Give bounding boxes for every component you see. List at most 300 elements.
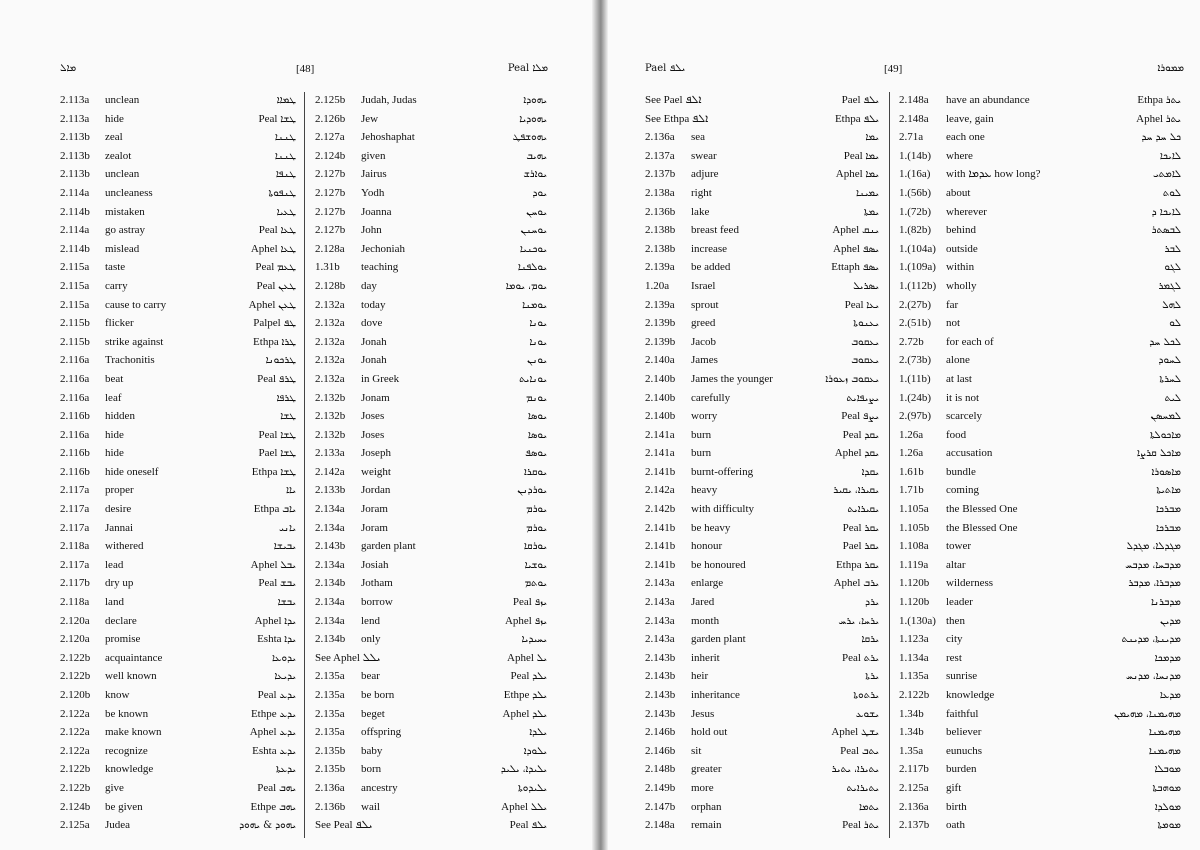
entry-headword xyxy=(841,407,879,427)
entry-reference: 2.128b xyxy=(315,279,346,292)
entry-headword xyxy=(832,221,879,241)
entry-headword xyxy=(1151,463,1181,483)
entry-syriac: ܝܪܒ xyxy=(863,578,879,590)
entry-row xyxy=(645,314,879,333)
entry-reference: 2.143a xyxy=(645,577,675,590)
entry-stem: Ethpe xyxy=(250,800,277,813)
entry-reference: 2.143b xyxy=(645,670,676,683)
entry-gloss: city xyxy=(946,633,963,646)
entry-reference: 2.136a xyxy=(645,131,675,144)
entry-gloss: cause to carry xyxy=(105,298,167,311)
entry-gloss: John xyxy=(361,224,382,237)
entry-headword xyxy=(833,240,879,260)
entry-syriac: ܠܚܪܬܐ xyxy=(1159,373,1181,385)
entry-headword xyxy=(833,481,879,501)
entry-reference: 2.135b xyxy=(315,763,346,776)
entry-reference: 2.138a xyxy=(645,186,675,199)
entry-column xyxy=(645,91,879,835)
entry-reference: 2.116a xyxy=(60,354,90,367)
entry-gloss: leave, gain xyxy=(946,112,994,125)
entry-reference: 2.139a xyxy=(645,298,675,311)
entry-reference: 1.(14b) xyxy=(899,149,932,162)
entry-syriac: ܝܪܩܐ xyxy=(861,634,879,646)
entry-gloss: Joram xyxy=(361,503,388,516)
entry-row xyxy=(315,667,547,686)
entry-syriac: ܝܕܐ xyxy=(284,634,296,646)
entry-headword xyxy=(266,351,296,371)
entry-gloss: sprout xyxy=(691,298,719,311)
entry-headword xyxy=(1164,258,1181,278)
entry-row xyxy=(315,203,547,222)
entry-headword xyxy=(865,593,879,613)
entry-row xyxy=(645,444,879,463)
entry-row xyxy=(645,370,879,389)
entry-row xyxy=(315,314,547,333)
entry-row xyxy=(315,742,547,761)
entry-gloss: Trachonitis xyxy=(105,354,155,367)
entry-reference: 2.134a xyxy=(315,614,345,627)
entry-headword xyxy=(274,667,296,687)
entry-syriac: ܝܕܘܥܐ xyxy=(271,652,296,664)
entry-gloss: James xyxy=(691,354,718,367)
entry-syriac: ܝܘܡ، ܝܘܡܐ xyxy=(505,280,547,292)
entry-headword xyxy=(518,779,547,799)
entry-gloss: Joses xyxy=(361,428,385,441)
entry-reference: 2.134a xyxy=(315,596,345,609)
entry-headword xyxy=(269,184,296,204)
entry-gloss: acquaintance xyxy=(105,651,163,664)
entry-stem: Aphel xyxy=(501,800,529,813)
entry-row xyxy=(645,296,879,315)
entry-headword xyxy=(510,667,547,687)
entry-syriac: ܛܫܐ xyxy=(280,113,296,125)
entry-syriac: ܛܢܦܐ xyxy=(275,169,296,181)
entry-syriac: ܛܪܦܐ xyxy=(276,392,296,404)
entry-reference: 2.120b xyxy=(60,689,91,701)
entry-reference: 2.148a xyxy=(645,819,675,832)
entry-headword xyxy=(251,798,296,818)
entry-gloss: lead xyxy=(105,558,124,571)
entry-gloss: the Blessed One xyxy=(946,503,1018,516)
entry-reference: 1.(72b) xyxy=(899,205,932,218)
entry-gloss: rest xyxy=(946,651,962,664)
entry-gloss: only xyxy=(361,633,381,646)
entry-row xyxy=(60,649,296,668)
entry-reference: 2.(73b) xyxy=(899,354,932,367)
entry-gloss: make known xyxy=(105,726,162,739)
entry-reference: 2.147b xyxy=(645,800,676,813)
entry-headword xyxy=(832,760,879,780)
entry-syriac: ܝܩܪ xyxy=(864,522,879,534)
entry-gloss: believer xyxy=(946,726,982,739)
entry-gloss: Jared xyxy=(691,596,715,609)
entry-row xyxy=(60,686,296,705)
entry-syriac: ܝܩܪ xyxy=(864,541,879,553)
entry-syriac: ܝܨܝܦܐܝܬ xyxy=(846,392,879,404)
entry-syriac: ܝܪܬܘܬܐ xyxy=(853,690,879,701)
entry-syriac: ܛܢܢܐ xyxy=(274,150,296,162)
entry-headword xyxy=(275,128,296,148)
entry-gloss: borrow xyxy=(361,596,393,609)
entry-reference: 2.137b xyxy=(899,819,930,832)
entry-headword xyxy=(1122,630,1181,650)
left-page xyxy=(0,0,598,850)
entry-syriac: ܝܠܕܐ xyxy=(529,727,547,739)
entry-row xyxy=(315,333,547,352)
entry-row xyxy=(315,686,547,705)
entry-headword xyxy=(843,426,879,446)
entry-headword xyxy=(253,333,296,353)
entry-gloss: adjure xyxy=(691,168,719,181)
entry-syriac: ܠܘܬ xyxy=(1162,187,1181,199)
entry-syriac: ܝܡܐ xyxy=(865,169,879,181)
entry-syriac: ܝܠܦ xyxy=(531,820,547,832)
entry-headword xyxy=(276,165,296,185)
entry-reference: 2.118a xyxy=(60,540,90,553)
entry-gloss: garden plant xyxy=(361,540,416,553)
entry-reference: See Peal ܝܠܦ xyxy=(315,819,373,832)
entry-row xyxy=(315,760,547,779)
entry-reference: 2.142a xyxy=(645,484,675,497)
entry-gloss: taste xyxy=(105,261,126,274)
entry-syriac: ܝܕܥܬܐ xyxy=(276,764,296,776)
entry-reference: 2.117a xyxy=(60,484,90,497)
entry-gloss: be born xyxy=(361,689,395,701)
entry-row xyxy=(645,798,879,817)
entry-row xyxy=(315,444,547,463)
entry-gloss: birth xyxy=(946,800,967,813)
entry-row xyxy=(315,91,547,110)
entry-syriac: ܝܘܢܐ xyxy=(529,336,547,348)
entry-syriac: ܡܕܒܪܢܐ xyxy=(1151,597,1181,609)
entry-syriac: ܛܥܐ xyxy=(280,225,296,237)
entry-reference: 2.125a xyxy=(60,819,90,832)
entry-reference: 1.120b xyxy=(899,577,930,590)
entry-reference: 2.71a xyxy=(899,131,924,144)
entry-headword xyxy=(257,779,296,799)
entry-stem: Peal xyxy=(257,372,277,385)
entry-syriac: ܝܣܦ xyxy=(862,262,879,274)
entry-reference: 1.61b xyxy=(899,465,924,478)
entry-stem: Eshta xyxy=(257,633,282,646)
entry-syriac: ܝܠܝܕܐ، ܝܠܝܕ xyxy=(500,764,547,776)
entry-headword xyxy=(1157,816,1181,836)
entry-headword xyxy=(1149,723,1181,743)
entry-syriac: ܡܘܒܠܐ xyxy=(1154,764,1181,776)
entry-gloss: at last xyxy=(946,372,972,385)
entry-reference: 2.137b xyxy=(645,168,676,181)
entry-syriac: ܝܥܢܘܬܐ xyxy=(853,318,879,330)
entry-gloss: gift xyxy=(946,781,962,794)
entry-stem: Aphel xyxy=(504,614,532,627)
entry-reference: 2.117a xyxy=(60,521,90,534)
entry-headword xyxy=(838,612,879,632)
entry-row xyxy=(315,407,547,426)
entry-gloss: where xyxy=(946,149,973,162)
entry-gloss: beget xyxy=(361,707,385,720)
entry-reference: 2.149b xyxy=(645,781,676,794)
entry-syriac: ܝܠܕ xyxy=(532,671,547,683)
entry-reference: 1.123a xyxy=(899,633,929,646)
entry-row xyxy=(315,816,547,835)
entry-gloss: food xyxy=(946,428,967,441)
entry-headword xyxy=(519,370,547,390)
entry-syriac: ܠܡܚܣܢ xyxy=(1150,411,1181,423)
entry-row xyxy=(899,258,1181,277)
entry-headword xyxy=(525,444,547,464)
entry-stem: Ethpa xyxy=(834,112,861,125)
entry-headword xyxy=(1114,705,1181,725)
entry-gloss: Josiah xyxy=(361,558,389,571)
entry-row xyxy=(60,667,296,686)
entry-gloss: Jannai xyxy=(105,521,134,534)
entry-reference: 2.136a xyxy=(899,800,929,813)
entry-syriac: ܝܕܥ xyxy=(279,690,296,701)
entry-stem: Peal xyxy=(258,224,278,237)
entry-syriac: ܝܠ xyxy=(536,652,547,664)
entry-row xyxy=(645,630,879,649)
entry-reference: 2.120a xyxy=(60,633,90,646)
entry-gloss: have an abundance xyxy=(946,94,1030,106)
entry-headword xyxy=(835,444,879,464)
entry-reference: 2.141b xyxy=(645,558,676,571)
entry-gloss: burden xyxy=(946,763,977,776)
entry-gloss: Jonam xyxy=(361,391,390,404)
entry-syriac: ܝܐܐ xyxy=(286,485,296,497)
entry-stem: Aphel xyxy=(1136,112,1164,125)
entry-stem: Aphel xyxy=(833,577,861,590)
entry-gloss: be honoured xyxy=(691,558,746,571)
entry-syriac: ܛܪܐ xyxy=(281,336,296,348)
entry-headword xyxy=(506,277,547,297)
entry-headword xyxy=(1158,277,1181,297)
entry-row xyxy=(645,277,879,296)
entry-row xyxy=(60,370,296,389)
entry-row xyxy=(315,519,547,538)
entry-reference: See Aphel ܝܠܠ xyxy=(315,651,381,664)
entry-gloss: Judea xyxy=(105,819,131,832)
entry-row xyxy=(60,240,296,259)
entry-reference: 2.118a xyxy=(60,596,90,609)
entry-syriac: ܝܘܢܡ xyxy=(525,392,547,404)
entry-reference: 2.142a xyxy=(315,465,345,478)
entry-headword xyxy=(526,147,547,167)
entry-reference: 2.143b xyxy=(315,540,346,553)
entry-gloss: orphan xyxy=(691,800,722,813)
entry-row xyxy=(315,779,547,798)
entry-row xyxy=(60,258,296,277)
entry-stem: Aphel xyxy=(834,447,862,460)
entry-reference: 1.(16a) xyxy=(899,168,931,181)
entry-row xyxy=(60,389,296,408)
entry-headword xyxy=(1154,760,1181,780)
entry-headword xyxy=(1126,537,1181,557)
entry-reference: 2.134a xyxy=(315,558,345,571)
entry-reference: 2.132a xyxy=(315,372,345,385)
entry-stem: Peal xyxy=(842,521,862,534)
entry-syriac: ܝܠܕ xyxy=(532,690,547,701)
entry-row xyxy=(315,649,547,668)
entry-gloss: in Greek xyxy=(361,372,400,385)
entry-stem: Aphel xyxy=(250,558,278,571)
entry-row xyxy=(315,798,547,817)
entry-row xyxy=(645,389,879,408)
entry-syriac: ܝܕܥ xyxy=(279,727,296,739)
column-rule xyxy=(889,92,890,838)
entry-syriac: ܝܬܒ xyxy=(861,745,879,757)
entry-reference: 2.116b xyxy=(60,447,90,460)
entry-row xyxy=(60,407,296,426)
entry-row xyxy=(60,537,296,556)
entry-reference: 2.115a xyxy=(60,279,90,292)
entry-gloss: oath xyxy=(946,819,965,832)
entry-gloss: today xyxy=(361,298,386,311)
entry-reference: See Ethpa ܐܠܦ xyxy=(645,112,709,125)
entry-row xyxy=(899,574,1181,593)
entry-reference: 2.115b xyxy=(60,317,90,330)
entry-row xyxy=(645,574,879,593)
entry-gloss: declare xyxy=(105,614,137,627)
entry-syriac: ܝܙܦ xyxy=(534,615,547,627)
entry-reference: 2.116b xyxy=(60,410,90,423)
entry-row xyxy=(315,184,547,203)
entry-row xyxy=(60,314,296,333)
entry-stem: Ethpe xyxy=(503,689,530,701)
entry-syriac: ܝܗܒ xyxy=(278,782,296,794)
entry-gloss: eunuchs xyxy=(946,744,983,757)
entry-reference: 2.113a xyxy=(60,94,90,106)
entry-syriac: ܡܐܬܝܬܐ xyxy=(1156,485,1181,497)
entry-headword xyxy=(528,407,547,427)
entry-gloss: more xyxy=(691,781,714,794)
entry-gloss: be added xyxy=(691,261,731,274)
entry-gloss: altar xyxy=(946,558,966,571)
entry-syriac: ܝܫܘܥ xyxy=(855,708,879,720)
entry-headword xyxy=(521,630,547,650)
entry-row xyxy=(645,128,879,147)
entry-gloss: hold out xyxy=(691,726,728,739)
entry-gloss: beat xyxy=(105,372,124,385)
entry-headword xyxy=(259,110,296,130)
entry-syriac: ܝܬܝܪܐ، ܝܬܝܪ xyxy=(831,764,879,776)
entry-headword xyxy=(517,481,547,501)
entry-reference: 2.113a xyxy=(60,112,90,125)
entry-headword xyxy=(1126,667,1181,687)
entry-reference: 2.142b xyxy=(645,503,676,516)
entry-reference: 2.133a xyxy=(315,447,345,460)
entry-gloss: baby xyxy=(361,744,383,757)
entry-row xyxy=(315,258,547,277)
entry-gloss: breast feed xyxy=(691,224,739,237)
entry-gloss: go astray xyxy=(105,224,146,237)
entry-gloss: hidden xyxy=(105,410,135,423)
entry-reference: 2.141b xyxy=(645,521,676,534)
entry-reference: 2.141a xyxy=(645,447,675,460)
entry-reference: 2.126b xyxy=(315,112,346,125)
entry-row xyxy=(899,165,1181,184)
entry-row xyxy=(60,705,296,724)
entry-gloss: Joses xyxy=(361,410,385,423)
entry-syriac: ܡܘܗܒܬܐ xyxy=(1152,782,1181,794)
entry-syriac: ܝܬܪ xyxy=(1165,113,1181,125)
entry-headword xyxy=(836,556,879,576)
entry-row xyxy=(645,593,879,612)
entry-syriac: ܠܓܡܪ xyxy=(1158,280,1181,292)
entry-syriac: ܝܘܬܡ xyxy=(524,578,547,590)
entry-syriac: ܝܪܬ xyxy=(863,652,879,664)
entry-headword xyxy=(1142,128,1181,148)
entry-syriac: ܝܘܠܦܢܐ xyxy=(517,262,547,274)
entry-headword xyxy=(249,296,296,316)
entry-syriac: ܠܓܘ xyxy=(1164,262,1181,274)
entry-syriac: ܠܒܪ xyxy=(1164,243,1181,255)
entry-syriac: ܠܚܘܕ xyxy=(1158,355,1181,367)
entry-headword xyxy=(507,649,547,669)
entry-row xyxy=(899,426,1181,445)
entry-gloss: Israel xyxy=(691,279,716,292)
entry-reference: 1.(56b) xyxy=(899,186,932,199)
entry-reference: 2.122b xyxy=(60,763,91,776)
entry-gloss: increase xyxy=(691,242,728,255)
entry-syriac: ܝܘܫܝܐ xyxy=(524,559,547,571)
entry-reference: 2.135b xyxy=(315,744,346,757)
entry-reference: 2.139a xyxy=(645,261,675,274)
entry-syriac: ܝܘܢܢ xyxy=(527,355,547,367)
entry-row xyxy=(315,630,547,649)
entry-syriac: ܝܬܪ xyxy=(863,820,879,832)
entry-syriac: ܡܗܝܡܢܐ xyxy=(1148,727,1181,739)
entry-row xyxy=(315,612,547,631)
entry-syriac: ܝܪܚܐ، ܝܪܚ xyxy=(838,615,879,627)
entry-row xyxy=(645,91,879,110)
entry-headword xyxy=(1156,500,1181,520)
entry-stem: Ethpa xyxy=(251,465,278,478)
entry-headword xyxy=(1136,110,1181,130)
entry-headword xyxy=(1149,742,1181,762)
entry-gloss: lend xyxy=(361,614,380,627)
entry-syriac: ܝܠܝܕܘܬܐ xyxy=(517,782,547,794)
entry-stem: Peal xyxy=(258,112,278,125)
entry-stem: Peal xyxy=(257,781,277,794)
entry-gloss: proper xyxy=(105,484,134,497)
entry-gloss: inherit xyxy=(691,651,720,664)
entry-gloss: heir xyxy=(691,670,709,683)
entry-row xyxy=(645,481,879,500)
entry-gloss: Jehoshaphat xyxy=(361,131,415,144)
entry-gloss: mislead xyxy=(105,242,140,255)
entry-gloss: not xyxy=(946,317,961,330)
entry-stem: Aphel xyxy=(507,651,534,664)
entry-syriac: ܡܕܢܚܐ، ܡܕܢܚ xyxy=(1125,671,1181,683)
entry-headword xyxy=(851,351,879,371)
entry-syriac: ܝܕܝܥܐ xyxy=(274,671,296,683)
entry-headword xyxy=(501,760,547,780)
entry-stem: Ethpa xyxy=(1137,94,1164,106)
entry-row xyxy=(899,296,1181,315)
entry-stem: Peal xyxy=(509,819,529,832)
entry-gloss: Jonah xyxy=(361,335,387,348)
entry-reference: 1.(82b) xyxy=(899,224,932,237)
entry-headword xyxy=(840,742,879,762)
entry-headword xyxy=(255,258,296,278)
entry-headword xyxy=(831,723,879,743)
entry-headword xyxy=(1160,612,1181,632)
entry-gloss: know xyxy=(105,689,130,701)
entry-reference: 2.132a xyxy=(315,317,345,330)
entry-gloss: wail xyxy=(361,800,380,813)
entry-reference: 2.141b xyxy=(645,540,676,553)
entry-row xyxy=(60,203,296,222)
